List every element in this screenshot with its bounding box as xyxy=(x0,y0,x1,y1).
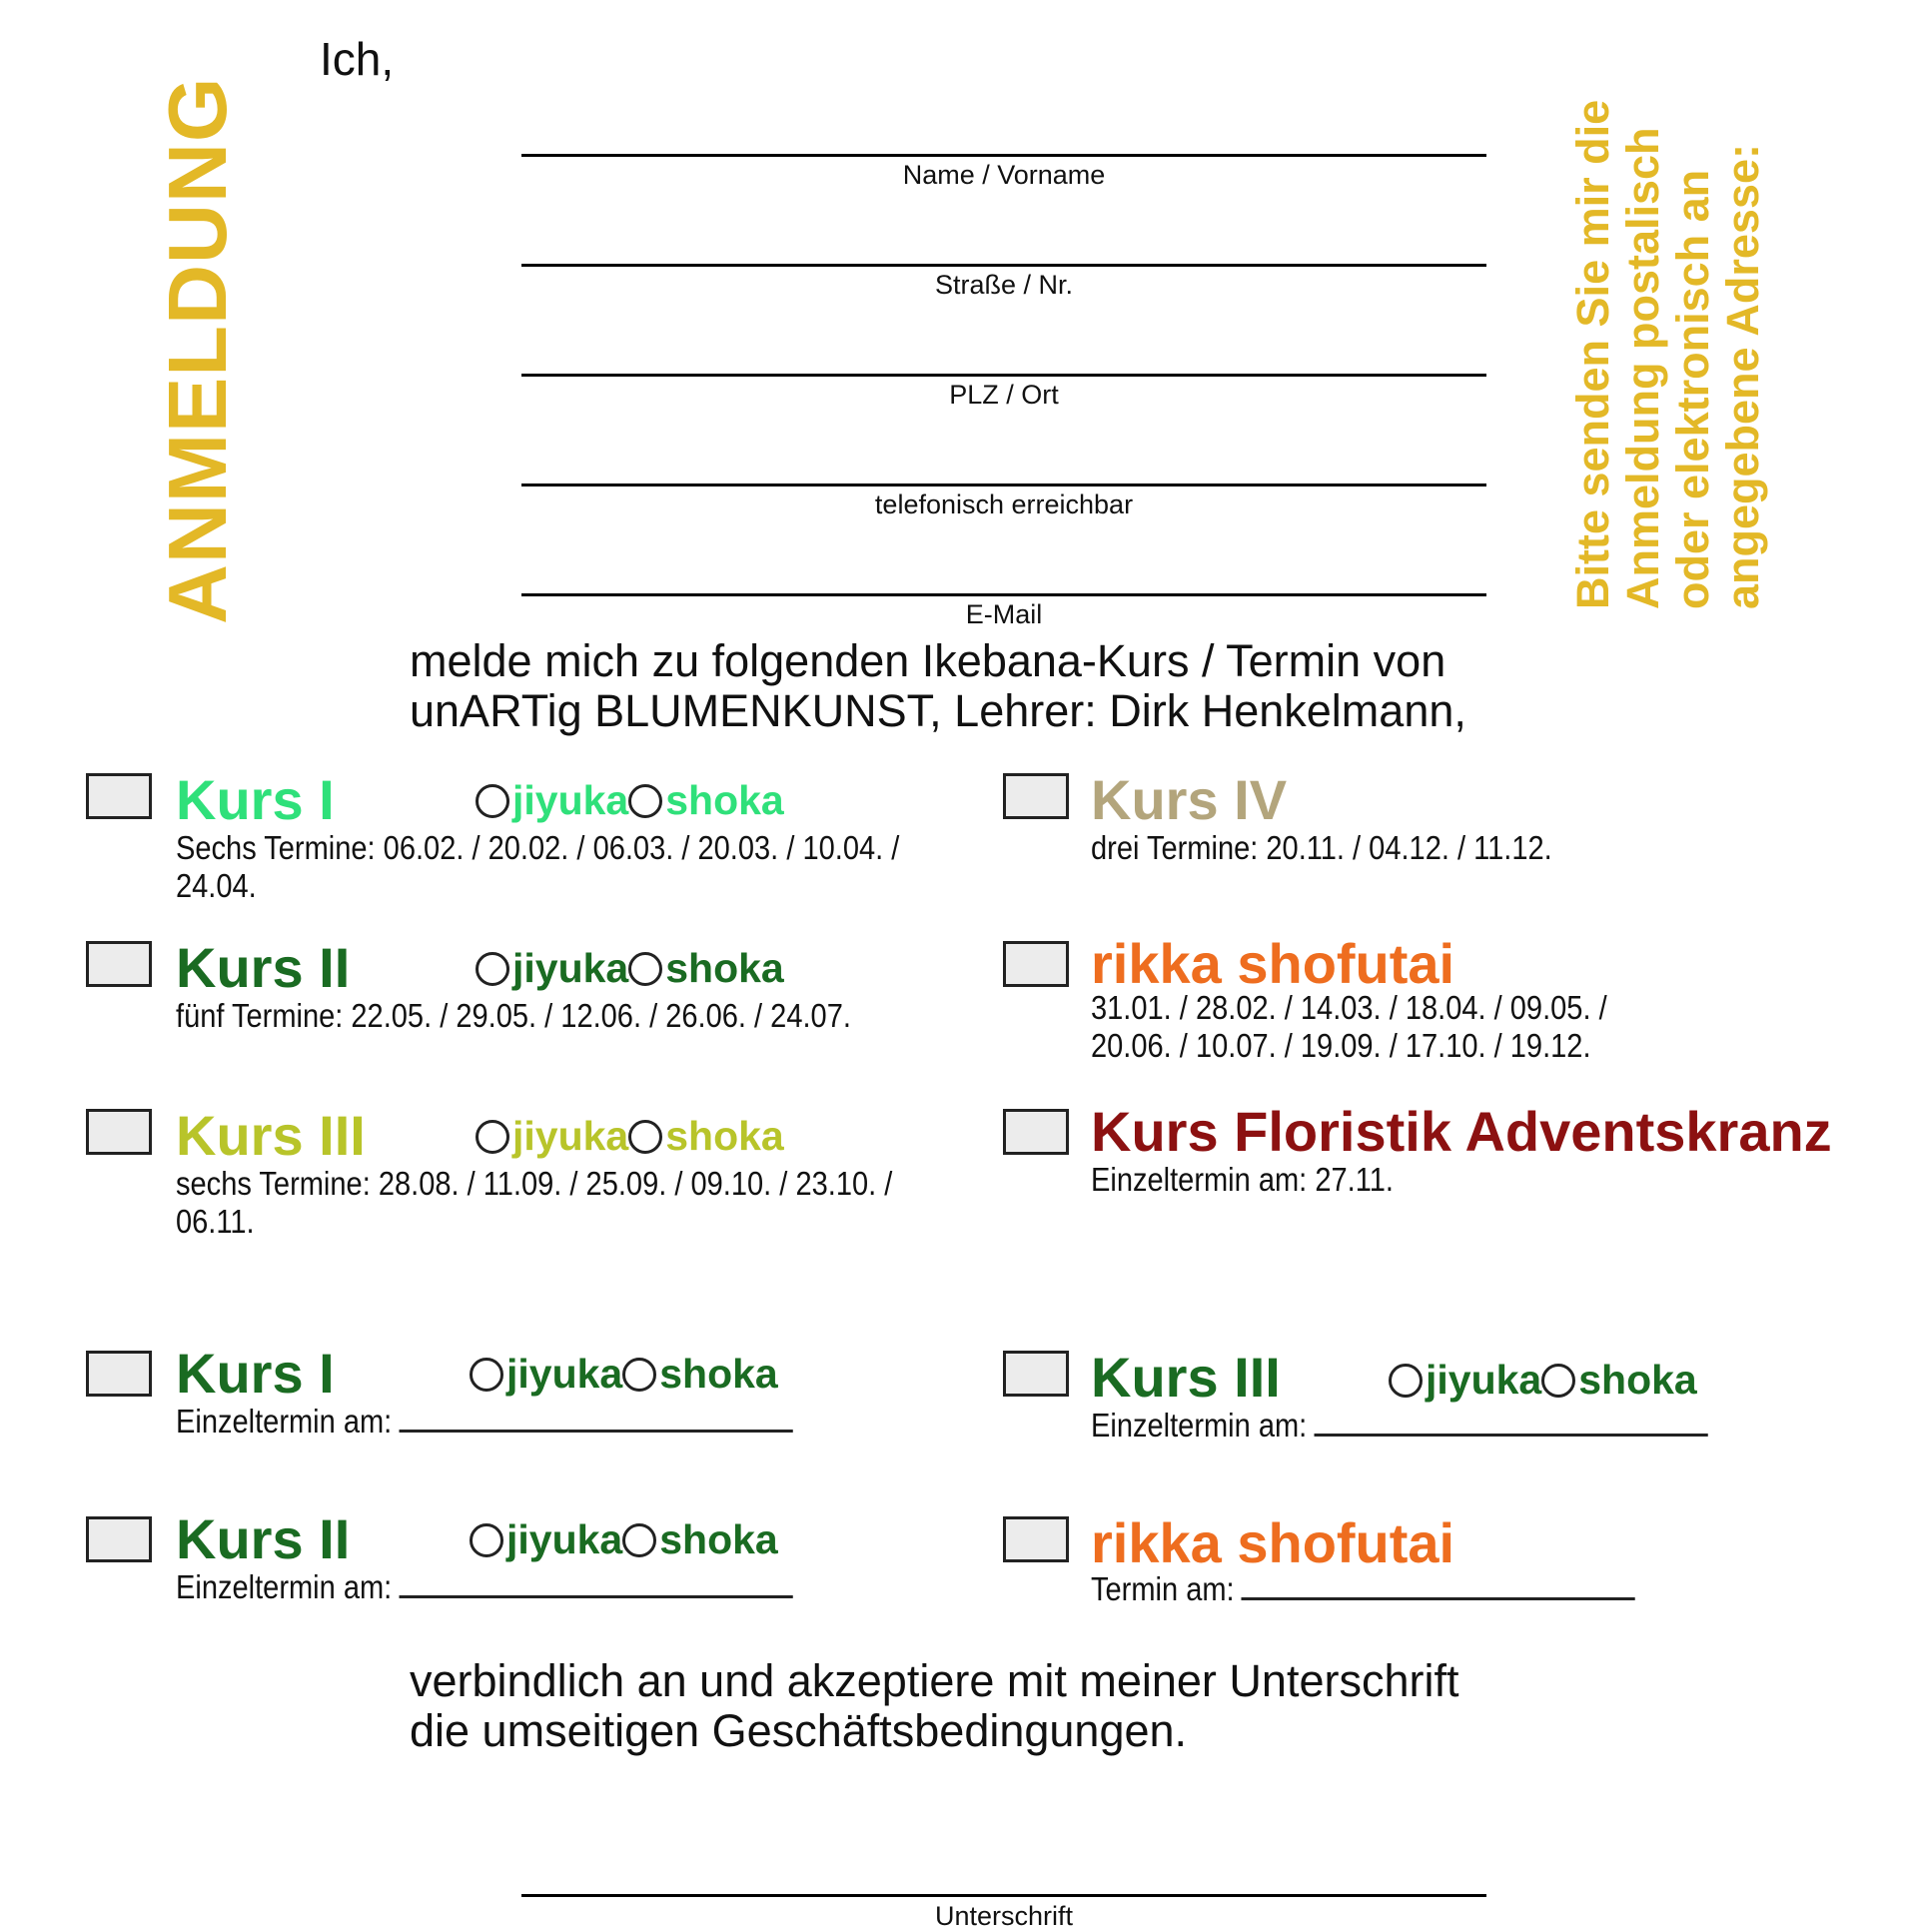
course-dates: fünf Termine: 22.05. / 29.05. / 12.06. / 26.06. / 24.07. xyxy=(176,997,851,1034)
city-field-line[interactable] xyxy=(521,374,1486,377)
phone-field-line[interactable] xyxy=(521,483,1486,486)
radio-circle-icon xyxy=(628,1120,662,1154)
radio-circle-icon xyxy=(1389,1364,1423,1398)
radio-circle-icon xyxy=(476,784,509,818)
radio-shoka[interactable]: shoka xyxy=(622,1351,778,1398)
course-dates: 31.01. / 28.02. / 14.03. / 18.04. / 09.05. / 20.06. / 10.07. / 19.09. / 17.10. / 19.12. xyxy=(1091,989,1607,1064)
radio-circle-icon xyxy=(622,1358,656,1392)
date-input-line[interactable] xyxy=(1242,1571,1635,1600)
name-field-label: Name / Vorname xyxy=(902,160,1106,190)
radio-shoka[interactable]: shoka xyxy=(628,945,784,992)
course-options xyxy=(470,1516,778,1563)
radio-shoka[interactable]: shoka xyxy=(622,1516,778,1563)
radio-shoka[interactable]: shoka xyxy=(628,1113,784,1160)
checkbox-single-rikka[interactable] xyxy=(1003,1516,1069,1562)
course-options xyxy=(476,1113,784,1160)
course-options xyxy=(1389,1357,1697,1404)
name-field-line[interactable] xyxy=(521,154,1486,157)
email-field-line[interactable] xyxy=(521,593,1486,596)
single-date-row: Termin am: xyxy=(1091,1570,1635,1608)
outro-line: die umseitigen Geschäftsbedingungen. xyxy=(410,1705,1188,1756)
city-field-label: PLZ / Ort xyxy=(949,380,1059,410)
side-note-line: Anmeldung postalisch xyxy=(1617,127,1668,609)
course-title: Kurs Floristik Adventskranz xyxy=(1091,1100,1832,1163)
vertical-title xyxy=(151,75,244,624)
course-title: Kurs IV xyxy=(1091,768,1288,831)
outro-text xyxy=(410,1656,1458,1756)
outro-line: verbindlich an und akzeptiere mit meiner Unterschrift xyxy=(410,1655,1459,1706)
radio-jiyuka[interactable]: jiyuka xyxy=(1389,1357,1541,1404)
radio-circle-icon xyxy=(470,1523,503,1557)
radio-jiyuka[interactable]: jiyuka xyxy=(470,1516,622,1563)
course-title: Kurs I xyxy=(176,768,335,831)
side-note-line: Bitte senden Sie mir die xyxy=(1567,99,1618,609)
intro-line: unARTig BLUMENKUNST, Lehrer: Dirk Henkelmann, xyxy=(410,685,1466,736)
course-options xyxy=(476,777,784,824)
signature-label: Unterschrift xyxy=(934,1901,1074,1931)
course-title: Kurs II xyxy=(176,936,351,999)
checkbox-single-kurs-2[interactable] xyxy=(86,1516,152,1562)
radio-jiyuka[interactable]: jiyuka xyxy=(476,945,628,992)
checkbox-kurs-3[interactable] xyxy=(86,1109,152,1155)
checkbox-rikka[interactable] xyxy=(1003,941,1069,987)
street-field-line[interactable] xyxy=(521,264,1486,267)
radio-circle-icon xyxy=(470,1358,503,1392)
side-note-line: oder elektronisch an xyxy=(1667,169,1718,609)
radio-circle-icon xyxy=(628,952,662,986)
intro-text xyxy=(410,636,1466,736)
radio-circle-icon xyxy=(628,784,662,818)
course-dates: sechs Termine: 28.08. / 11.09. / 25.09. / 09.10. / 23.10. / 06.11. xyxy=(176,1165,893,1240)
checkbox-single-kurs-1[interactable] xyxy=(86,1351,152,1397)
radio-jiyuka[interactable]: jiyuka xyxy=(476,777,628,824)
greeting: Ich, xyxy=(320,33,395,85)
intro-line: melde mich zu folgenden Ikebana-Kurs / Termin von xyxy=(410,635,1446,686)
course-title: rikka shofutai xyxy=(1091,932,1455,995)
radio-circle-icon xyxy=(622,1523,656,1557)
street-field-label: Straße / Nr. xyxy=(934,270,1074,300)
radio-jiyuka[interactable]: jiyuka xyxy=(470,1351,622,1398)
radio-circle-icon xyxy=(476,1120,509,1154)
course-dates: Sechs Termine: 06.02. / 20.02. / 06.03. / 20.03. / 10.04. / 24.04. xyxy=(176,829,900,904)
single-date-row: Einzeltermin am: xyxy=(176,1403,793,1441)
checkbox-floristik[interactable] xyxy=(1003,1109,1069,1155)
course-options xyxy=(470,1351,778,1398)
course-title: Kurs III xyxy=(176,1104,366,1167)
course-title: Kurs II xyxy=(176,1507,351,1570)
checkbox-kurs-1[interactable] xyxy=(86,773,152,819)
page-title: ANMELDUNG xyxy=(151,76,244,624)
radio-circle-icon xyxy=(476,952,509,986)
radio-shoka[interactable]: shoka xyxy=(628,777,784,824)
single-date-row: Einzeltermin am: xyxy=(176,1568,793,1606)
course-dates: drei Termine: 20.11. / 04.12. / 11.12. xyxy=(1091,829,1552,866)
signature-line[interactable] xyxy=(521,1894,1486,1897)
single-date-row: Einzeltermin am: xyxy=(1091,1407,1708,1445)
checkbox-kurs-4[interactable] xyxy=(1003,773,1069,819)
date-input-line[interactable] xyxy=(1314,1408,1707,1437)
radio-shoka[interactable]: shoka xyxy=(1541,1357,1697,1404)
radio-circle-icon xyxy=(1541,1364,1575,1398)
checkbox-single-kurs-3[interactable] xyxy=(1003,1351,1069,1397)
phone-field-label: telefonisch erreichbar xyxy=(874,489,1134,519)
checkbox-kurs-2[interactable] xyxy=(86,941,152,987)
course-dates: Einzeltermin am: 27.11. xyxy=(1091,1161,1394,1198)
course-title: Kurs III xyxy=(1091,1346,1281,1409)
side-note-line: angegebene Adresse: xyxy=(1717,144,1768,609)
course-title: rikka shofutai xyxy=(1091,1511,1455,1574)
date-input-line[interactable] xyxy=(399,1404,792,1433)
radio-jiyuka[interactable]: jiyuka xyxy=(476,1113,628,1160)
date-input-line[interactable] xyxy=(399,1569,792,1598)
email-field-label: E-Mail xyxy=(965,599,1043,629)
course-title: Kurs I xyxy=(176,1342,335,1405)
course-options xyxy=(476,945,784,992)
